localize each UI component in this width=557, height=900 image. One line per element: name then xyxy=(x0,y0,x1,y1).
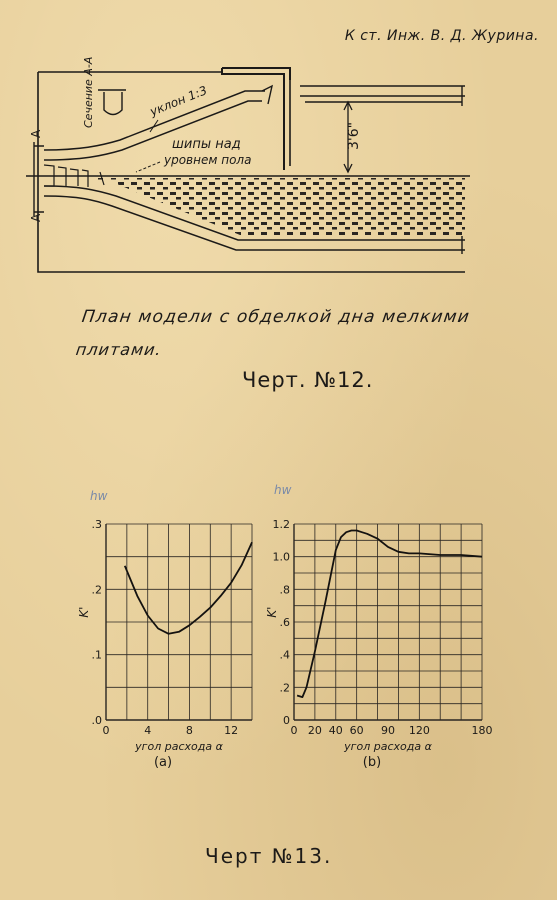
spikes-label-line1: шипы над xyxy=(172,137,241,152)
figure13-number: Черт №13. xyxy=(205,844,333,868)
section-sketch xyxy=(98,90,126,115)
slope-label: уклон 1:3 xyxy=(147,83,210,119)
chart-a xyxy=(77,518,252,770)
spike-field xyxy=(96,178,466,238)
figure12-caption-cont: плитами. xyxy=(74,340,164,359)
series-line xyxy=(125,542,252,634)
y-tick-label: .2 xyxy=(91,583,102,597)
x-tick-label: 120 xyxy=(408,724,430,737)
panel-label: (а) xyxy=(153,755,173,770)
figure12-caption: План модели с обделкой дна мелкими xyxy=(80,307,472,327)
dimension-label: 3'6" xyxy=(346,121,362,150)
x-axis-label: угол расхода α xyxy=(344,740,432,753)
y-axis-label: K' xyxy=(265,606,279,618)
series-line xyxy=(297,531,482,698)
author-note: К ст. Инж. В. Д. Журина. xyxy=(344,28,539,44)
y-tick-label: .0 xyxy=(91,714,102,727)
section-label: Сечение А-А xyxy=(82,56,95,128)
x-tick-label: 60 xyxy=(349,724,364,737)
x-tick-label: 0 xyxy=(290,724,298,737)
spikes-label-line2: уровнем пола xyxy=(164,153,252,167)
pencil-note-a: hw xyxy=(90,489,108,503)
y-tick-label: .4 xyxy=(279,648,290,662)
y-tick-label: .2 xyxy=(279,681,290,695)
figure12-plan-drawing xyxy=(0,0,557,300)
section-mark-bottom: А xyxy=(29,213,43,222)
panel-label: (b) xyxy=(362,755,382,770)
pencil-note-b: hw xyxy=(274,483,292,497)
x-tick-label: 180 xyxy=(471,724,493,737)
x-tick-label: 4 xyxy=(144,724,152,737)
x-tick-label: 40 xyxy=(328,724,343,737)
y-tick-label: 1.2 xyxy=(272,518,290,531)
x-tick-label: 0 xyxy=(102,724,110,737)
x-tick-label: 20 xyxy=(307,724,322,737)
x-tick-label: 90 xyxy=(381,724,395,737)
y-axis-label: K' xyxy=(77,606,91,618)
figure12-number: Черт. №12. xyxy=(242,368,374,392)
section-mark-top: А xyxy=(29,129,43,138)
chart-b xyxy=(265,518,493,770)
channel-top xyxy=(300,86,465,102)
y-tick-label: .1 xyxy=(91,648,102,662)
y-tick-label: 0 xyxy=(283,714,290,727)
y-tick-label: .6 xyxy=(279,616,290,629)
x-tick-label: 12 xyxy=(224,724,239,737)
y-tick-label: 1.0 xyxy=(272,550,290,564)
x-axis-label: угол расхода α xyxy=(135,740,223,753)
figure13-charts xyxy=(0,470,557,810)
y-tick-label: .3 xyxy=(91,518,102,531)
y-tick-label: .8 xyxy=(279,583,290,597)
x-tick-label: 8 xyxy=(185,724,193,737)
